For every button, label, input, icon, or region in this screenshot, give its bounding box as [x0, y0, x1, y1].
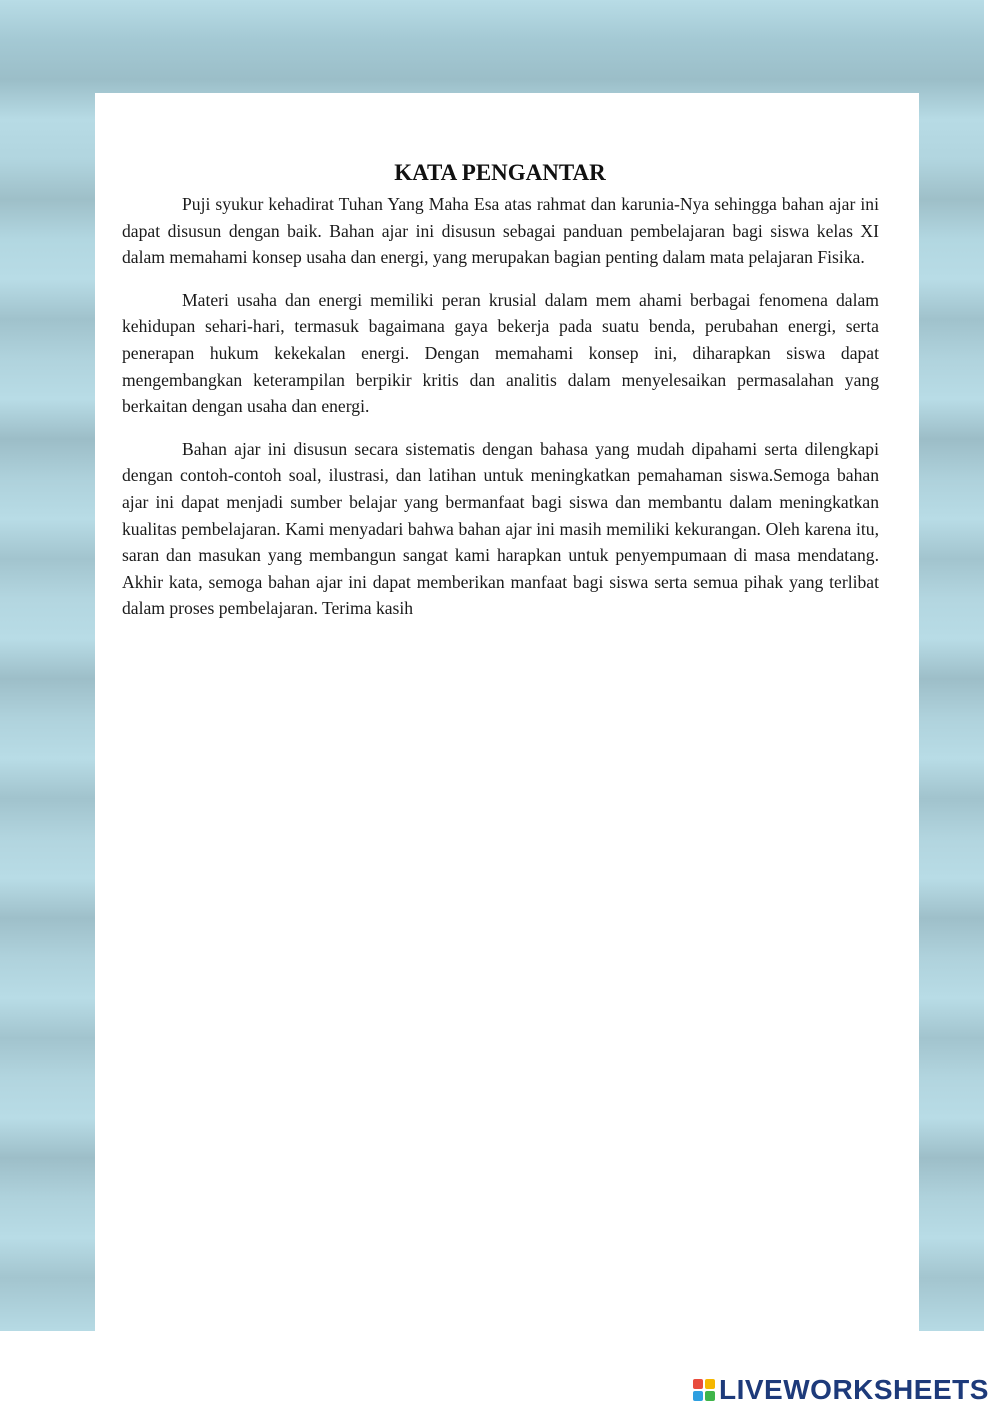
logo-square-l — [693, 1379, 703, 1389]
liveworksheets-logo — [693, 1373, 989, 1407]
document-body — [122, 191, 879, 638]
paragraph-2: Materi usaha dan energi memiliki peran krusial dalam mem ahami berbagai fenomena dalam kehidupan sehari-hari, termasuk bagaimana gaya bekerja pada suatu benda, perubahan energi, serta penerapan hukum kekekalan energi. Dengan memahami konsep ini, diharapkan siswa dapat mengembangkan keterampilan berpikir kritis dan analitis dalam menyelesaikan permasalahan yang berkaitan dengan usaha dan energi. — [122, 289, 879, 417]
logo-square-v — [693, 1391, 703, 1401]
logo-squares-icon — [693, 1379, 715, 1401]
logo-square-e — [705, 1391, 715, 1401]
logo-text: LIVEWORKSHEETS — [719, 1374, 989, 1405]
logo-square-i — [705, 1379, 715, 1389]
page-title: KATA PENGANTAR — [394, 160, 606, 185]
paragraph-1: Puji syukur kehadirat Tuhan Yang Maha Esa atas rahmat dan karunia-Nya sehingga bahan ajar ini dapat disusun dengan baik. Bahan ajar ini disusun sebagai panduan pembelajaran bagi siswa kelas XI dalam memahami konsep usaha dan energi, yang merupakan bagian penting dalam mata pelajaran Fisika. — [122, 194, 879, 268]
paragraph-3: Bahan ajar ini disusun secara sistematis dengan bahasa yang mudah dipahami serta dilengkapi dengan contoh-contoh soal, ilustrasi, dan latihan untuk meningkatkan pemahaman siswa.Semoga bahan ajar ini dapat menjadi sumber belajar yang bermanfaat bagi siswa dan membantu dalam meningkatkan kualitas pembelajaran. Kami menyadari bahwa bahan ajar ini masih memiliki kekurangan. Oleh karena itu, saran dan masukan yang membangun sangat kami harapkan untuk penyempumaan di masa mendatang. Akhir kata, semoga bahan ajar ini dapat memberikan manfaat bagi siswa serta semua pihak yang terlibat dalam proses pembelajaran. Terima kasih — [122, 438, 879, 619]
